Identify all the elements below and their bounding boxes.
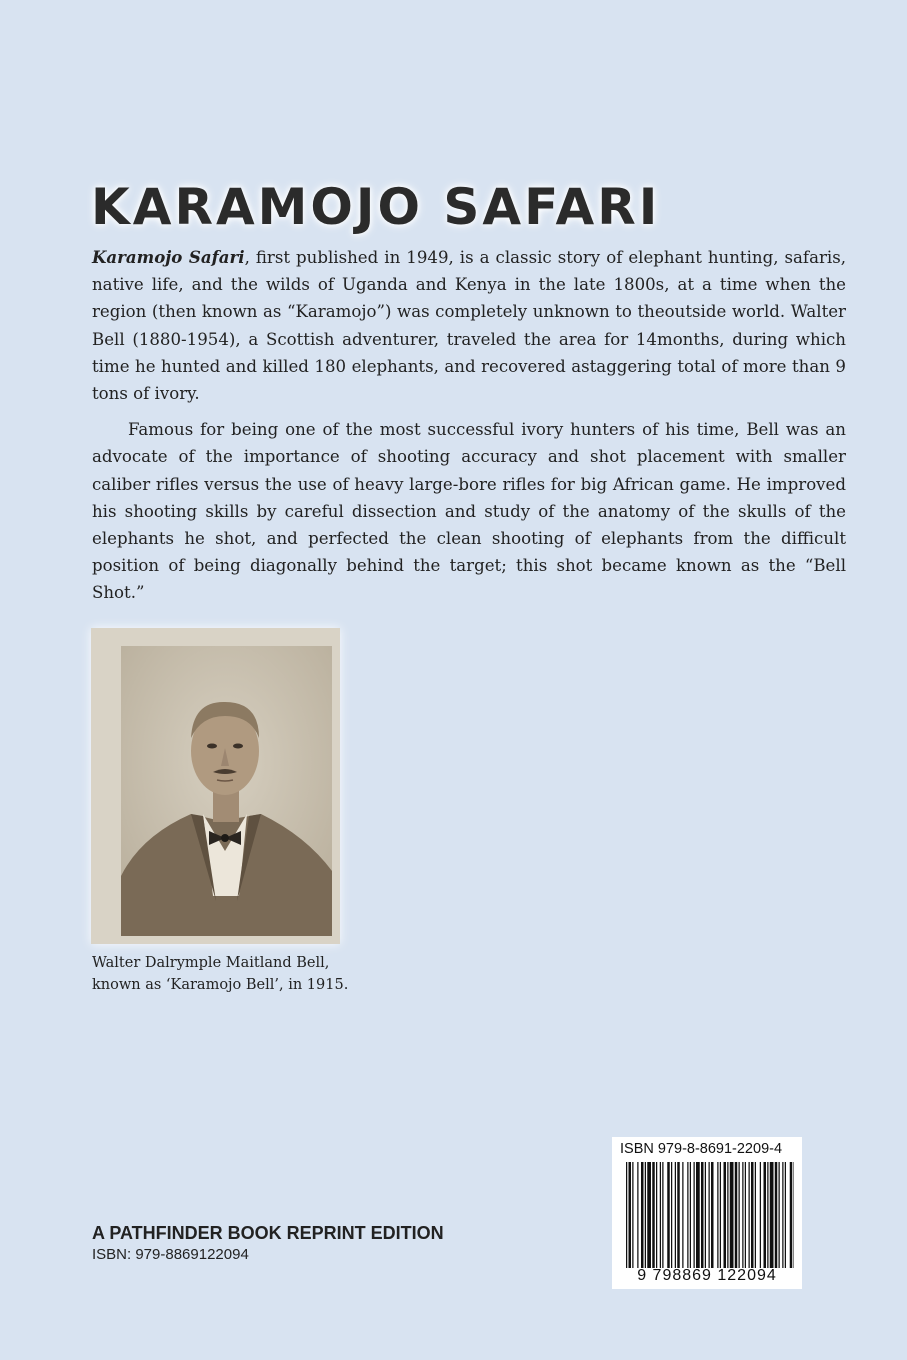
barcode-bar xyxy=(751,1162,754,1268)
barcode-bar xyxy=(705,1162,706,1268)
book-title: KARAMOJO SAFARI xyxy=(91,178,661,236)
barcode-digits: 9 798869 122094 xyxy=(637,1267,777,1284)
barcode-bar xyxy=(694,1162,695,1268)
barcode-bar xyxy=(779,1162,780,1268)
barcode-bar xyxy=(764,1162,767,1268)
barcode-bar xyxy=(626,1162,627,1268)
barcode-bars xyxy=(626,1162,794,1268)
portrait-illustration xyxy=(121,646,332,936)
barcode-bar xyxy=(696,1162,700,1268)
barcode-bar xyxy=(671,1162,672,1268)
barcode-bar xyxy=(629,1162,632,1268)
barcode-bar xyxy=(775,1162,778,1268)
caption-line-2: known as ‘Karamojo Bell’, in 1915. xyxy=(92,977,349,993)
book-title-italic: Karamojo Safari xyxy=(92,247,245,267)
barcode-bar xyxy=(711,1162,714,1268)
barcode-bar xyxy=(724,1162,727,1268)
barcode-bar xyxy=(690,1162,691,1268)
barcode-bar xyxy=(717,1162,718,1268)
paragraph-2: Famous for being one of the most successful ivory hunters of his time, Bell was an advocate of the importance of shooting accuracy and shot placement with smaller caliber rifles versus the use of heavy large-bore rifles for big African game. He improved his shooting skills by careful dissection and study of the anatomy of the skulls of the elephants he shot, and perfected the clean shooting of elephants from the difficult position of being diagonally behind the target; this shot became known as the “Bell Shot.” xyxy=(92,420,846,603)
barcode-isbn-label: ISBN 979-8-8691-2209-4 xyxy=(620,1141,783,1157)
barcode-bar xyxy=(727,1162,728,1268)
barcode-bar xyxy=(782,1162,783,1268)
barcode-bar xyxy=(645,1162,646,1268)
barcode-bar xyxy=(749,1162,750,1268)
barcode-bar xyxy=(785,1162,786,1268)
barcode-bar xyxy=(730,1162,734,1268)
barcode-bar xyxy=(742,1162,743,1268)
edition-label: A PATHFINDER BOOK REPRINT EDITION xyxy=(92,1223,444,1243)
publisher-info xyxy=(92,1222,444,1266)
barcode-bar xyxy=(755,1162,756,1268)
barcode-bar xyxy=(641,1162,644,1268)
barcode-bar xyxy=(790,1162,793,1268)
barcode-bar xyxy=(667,1162,670,1268)
photo-caption xyxy=(92,952,412,996)
barcode-bar xyxy=(677,1162,680,1268)
barcode-bar xyxy=(745,1162,746,1268)
barcode-bar xyxy=(767,1162,768,1268)
barcode-bar xyxy=(675,1162,676,1268)
barcode-bar xyxy=(687,1162,688,1268)
barcode-bar xyxy=(682,1162,683,1268)
barcode-bar xyxy=(662,1162,663,1268)
barcode-bar xyxy=(701,1162,704,1268)
isbn-label: ISBN: 979-8869122094 xyxy=(92,1246,249,1263)
barcode-bar xyxy=(770,1162,774,1268)
barcode-bar xyxy=(637,1162,638,1268)
barcode-bar xyxy=(735,1162,738,1268)
barcode-bar xyxy=(709,1162,710,1268)
author-photo xyxy=(91,628,340,944)
barcode-bar xyxy=(660,1162,661,1268)
barcode-bar xyxy=(632,1162,633,1268)
description xyxy=(92,244,846,616)
paragraph-1 xyxy=(92,244,846,407)
barcode-bar xyxy=(652,1162,655,1268)
barcode xyxy=(612,1137,802,1289)
barcode-bar xyxy=(656,1162,657,1268)
barcode-bar xyxy=(647,1162,651,1268)
barcode-bar xyxy=(760,1162,761,1268)
caption-line-1: Walter Dalrymple Maitland Bell, xyxy=(92,955,330,971)
barcode-bar xyxy=(720,1162,721,1268)
barcode-bar xyxy=(794,1162,795,1268)
portrait-image xyxy=(121,646,332,936)
paragraph-1-text: , first published in 1949, is a classic story of elephant hunting, safaris, native life, and the wilds of Uganda and Kenya in the late 1800s, at a time when the region (then known as “Karamojo”) was completely unknown to theoutside world. Walter Bell (1880-1954), a Scottish adventurer, traveled the area for 14months, during which time he hunted and killed 180 elephants, and recovered astaggering total of more than 9 tons of ivory. xyxy=(92,248,846,404)
barcode-bar xyxy=(739,1162,740,1268)
